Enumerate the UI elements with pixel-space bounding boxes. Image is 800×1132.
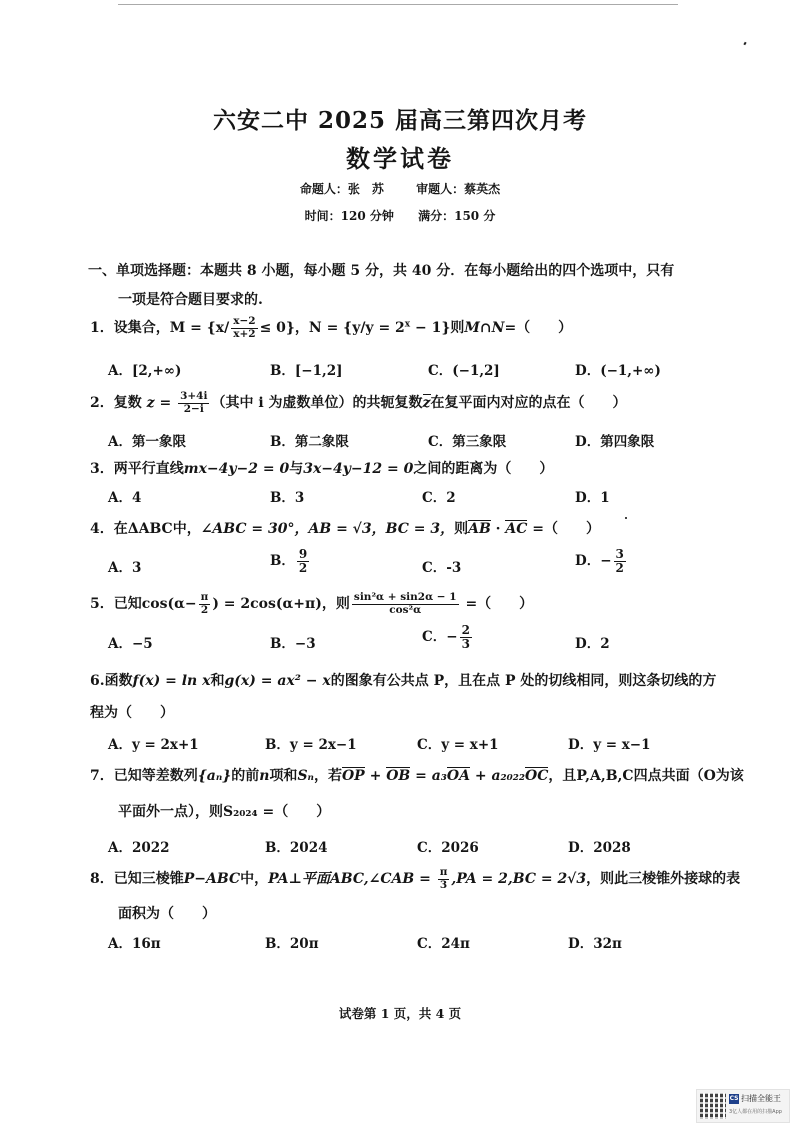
q7-option-a: A．2022 bbox=[108, 840, 170, 856]
q5-option-c-prefix: C．− bbox=[422, 629, 458, 646]
q2-eq: = bbox=[154, 395, 177, 412]
q2-z: z bbox=[146, 395, 155, 412]
q5-tail: =（ ） bbox=[460, 596, 534, 613]
q3-line1: mx−4y−2 = 0 bbox=[183, 461, 290, 477]
q5-option-c-num: 2 bbox=[461, 623, 470, 637]
reviewer: 审题人：蔡英杰 bbox=[416, 182, 501, 196]
q7-option-d: D．2028 bbox=[568, 840, 631, 856]
question-7-line2: 平面外一点），则S₂₀₂₄ =（ ） bbox=[118, 804, 331, 820]
q5-option-c-fraction bbox=[460, 624, 472, 651]
question-6-line2: 程为（ ） bbox=[90, 705, 174, 721]
q5-mid: ) = 2cos(α+π)，则 bbox=[212, 596, 350, 613]
q7-sn: Sₙ bbox=[297, 768, 314, 784]
scanner-logo: CS bbox=[729, 1095, 739, 1102]
q3-line2: 3x−4y−12 = 0 bbox=[303, 461, 414, 477]
exam-title: 六安二中 2025 届高三第四次月考 bbox=[212, 107, 588, 134]
q4-cond-ab: AB = √3， bbox=[308, 521, 386, 537]
q8-option-d: D．32π bbox=[568, 936, 622, 952]
q4-option-d-fraction bbox=[614, 548, 626, 575]
q4-option-b-num: 9 bbox=[298, 547, 308, 561]
section-heading-line1: 一、单项选择题：本题共 8 小题，每小题 5 分，共 40 分．在每小题给出的四个选项中，只有 bbox=[88, 263, 675, 279]
q1-frac-den: x+2 bbox=[233, 327, 256, 340]
question-7-line1 bbox=[90, 765, 744, 785]
q4-prefix: 4．在ΔABC中， bbox=[90, 521, 201, 537]
q4-cond-angle: ∠ABC = 30°， bbox=[200, 521, 309, 537]
q5-pi-den: 2 bbox=[200, 603, 209, 616]
q1-option-d: D．(−1,+∞) bbox=[575, 363, 661, 379]
q8-condition: PA⊥平面ABC,∠CAB = bbox=[268, 871, 436, 888]
q6-function-f: f(x) = ln x bbox=[132, 673, 211, 689]
question-6-line1 bbox=[90, 670, 716, 690]
q2-frac-num: 3+4i bbox=[180, 390, 208, 402]
q8-option-b: B．20π bbox=[265, 936, 319, 952]
author-line bbox=[0, 180, 800, 197]
setter: 命题人：张 苏 bbox=[299, 182, 384, 196]
scan-speck bbox=[625, 517, 627, 519]
q1-intersection: M∩N bbox=[464, 320, 505, 337]
q5-option-c bbox=[422, 624, 474, 651]
q4-dot: · bbox=[490, 521, 506, 537]
question-1 bbox=[90, 316, 572, 340]
q6-option-d: D．y = x−1 bbox=[568, 737, 651, 753]
q8-condition2: ,PA = 2,BC = 2√3 bbox=[451, 871, 587, 888]
q2-option-a: A．第一象限 bbox=[108, 434, 186, 450]
question-5 bbox=[90, 592, 533, 616]
q4-option-b-den: 2 bbox=[298, 561, 308, 576]
q3-option-b: B．3 bbox=[270, 490, 305, 506]
q7-sequence: {aₙ} bbox=[197, 768, 232, 784]
q2-tail2: 在复平面内对应的点在（ ） bbox=[430, 395, 627, 412]
q5-pi-num: π bbox=[200, 591, 209, 603]
q5-prefix: 5．已知cos(α− bbox=[90, 596, 197, 613]
q8-pi-den: 3 bbox=[439, 878, 448, 891]
q2-option-b: B．第二象限 bbox=[270, 434, 349, 450]
q1-frac-num: x−2 bbox=[233, 315, 256, 327]
q8-pi-fraction bbox=[438, 867, 450, 891]
q4-then: 则 bbox=[454, 521, 469, 537]
q2-option-c: C．第三象限 bbox=[428, 434, 507, 450]
scanner-watermark bbox=[696, 1089, 790, 1123]
q2-tail: （其中 i 为虚数单位）的共轭复数 bbox=[211, 395, 423, 412]
scan-speck bbox=[743, 42, 746, 46]
question-2 bbox=[90, 391, 627, 415]
q7-prefix: 7．已知等差数列 bbox=[90, 768, 198, 784]
q6-and: 和 bbox=[210, 673, 225, 689]
q5-frac-den: cos²α bbox=[389, 603, 422, 616]
time-score-line bbox=[0, 207, 800, 224]
q6-prefix: 6.函数 bbox=[90, 673, 133, 689]
q8-prefix: 8．已知三棱锥 bbox=[90, 871, 184, 888]
q6-option-b: B．y = 2x−1 bbox=[265, 737, 357, 753]
q5-option-d: D．2 bbox=[575, 636, 610, 652]
q8-option-a: A．16π bbox=[108, 936, 161, 952]
qr-code-icon bbox=[700, 1093, 726, 1119]
q3-option-d: D．1 bbox=[575, 490, 610, 506]
q5-pi-fraction bbox=[199, 592, 211, 616]
q4-vector-ab: AB bbox=[468, 521, 491, 537]
q7-mid: 的前 bbox=[231, 768, 260, 784]
question-3 bbox=[90, 458, 553, 478]
q2-frac-den: 2−i bbox=[183, 402, 204, 415]
q6-option-a: A．y = 2x+1 bbox=[108, 737, 199, 753]
q8-pi-num: π bbox=[439, 866, 448, 878]
q2-option-d: D．第四象限 bbox=[575, 434, 655, 450]
q5-option-b: B．−3 bbox=[270, 636, 316, 652]
q5-option-a: A．−5 bbox=[108, 636, 153, 652]
scanner-app-name: 扫描全能王 bbox=[741, 1094, 781, 1103]
q7-vector-op: OP bbox=[341, 768, 365, 784]
section-heading-line2: 一项是符合题目要求的. bbox=[118, 292, 263, 308]
q4-vector-ac: AC bbox=[505, 521, 528, 537]
q6-option-c: C．y = x+1 bbox=[417, 737, 499, 753]
q1-exponent: x bbox=[404, 319, 411, 330]
q4-option-d bbox=[575, 548, 628, 575]
q8-pyramid: P−ABC bbox=[183, 871, 241, 888]
exam-subtitle: 数学试卷 bbox=[346, 144, 454, 173]
q7-plus: + bbox=[364, 768, 387, 784]
q4-option-b bbox=[270, 548, 311, 575]
q4-option-d-num: 3 bbox=[615, 547, 624, 561]
q7-eq: = a₃ bbox=[410, 768, 447, 784]
q7-vector-oa: OA bbox=[446, 768, 470, 784]
q7-tail: ，且P,A,B,C四点共面（O为该 bbox=[548, 768, 744, 784]
top-border-line bbox=[118, 4, 678, 5]
q4-option-d-den: 2 bbox=[615, 561, 624, 576]
q7-plus2: + a₂₀₂₂ bbox=[469, 768, 526, 784]
q7-mid2: 项和 bbox=[269, 768, 298, 784]
q3-prefix: 3．两平行直线 bbox=[90, 461, 184, 477]
q6-tail: 的图象有公共点 P，且在点 P 处的切线相同，则这条切线的方 bbox=[330, 673, 717, 689]
q8-mid: 中， bbox=[240, 871, 269, 888]
q3-option-a: A．4 bbox=[108, 490, 142, 506]
q2-fraction bbox=[178, 391, 209, 415]
q5-frac-num: sin²α + sin2α − 1 bbox=[353, 591, 457, 603]
question-8-line2: 面积为（ ） bbox=[118, 906, 216, 922]
q4-option-d-prefix: D．− bbox=[575, 553, 612, 570]
q1-option-a: A．[2,+∞) bbox=[108, 363, 182, 379]
q1-tail: − 1}则 bbox=[410, 320, 465, 337]
q5-fraction bbox=[352, 592, 459, 616]
question-8-line1 bbox=[90, 867, 740, 891]
q4-option-a: A．3 bbox=[108, 560, 142, 576]
q7-option-c: C．2026 bbox=[417, 840, 479, 856]
question-4 bbox=[90, 518, 600, 538]
q5-option-c-den: 3 bbox=[461, 637, 470, 652]
q1-end: =（ ） bbox=[504, 320, 573, 337]
scanner-slogan: 3亿人都在用的扫描App bbox=[729, 1109, 782, 1115]
q7-n: n bbox=[259, 768, 270, 784]
q3-mid: 与 bbox=[289, 461, 304, 477]
q8-option-c: C．24π bbox=[417, 936, 470, 952]
q1-option-c: C．(−1,2] bbox=[428, 363, 500, 379]
q3-tail: 之间的距离为（ ） bbox=[413, 461, 554, 477]
q4-option-c: C．-3 bbox=[422, 560, 462, 576]
q1-prefix: 1．设集合，M = {x/ bbox=[90, 320, 230, 337]
q4-option-b-fraction bbox=[297, 548, 309, 575]
q7-vector-ob: OB bbox=[386, 768, 411, 784]
q2-prefix: 2．复数 bbox=[90, 395, 147, 412]
q2-zbar: z bbox=[422, 395, 431, 412]
exam-score: 满分：150 分 bbox=[418, 209, 496, 223]
q1-option-b: B．[−1,2] bbox=[270, 363, 343, 379]
q1-fraction bbox=[231, 316, 257, 340]
q6-function-g: g(x) = ax² − x bbox=[224, 673, 331, 689]
q3-option-c: C．2 bbox=[422, 490, 456, 506]
q4-tail: =（ ） bbox=[527, 521, 601, 537]
q7-option-b: B．2024 bbox=[265, 840, 328, 856]
page-footer: 试卷第 1 页，共 4 页 bbox=[338, 1006, 462, 1021]
q1-middle: ≤ 0}，N = {y/y = 2 bbox=[259, 320, 405, 337]
q4-option-b-prefix: B． bbox=[270, 553, 295, 570]
q8-tail: ，则此三棱锥外接球的表 bbox=[586, 871, 741, 888]
q7-mid3: ，若 bbox=[313, 768, 342, 784]
q4-cond-bc: BC = 3， bbox=[385, 521, 455, 537]
q7-vector-oc: OC bbox=[525, 768, 549, 784]
exam-time: 时间：120 分钟 bbox=[304, 209, 394, 223]
